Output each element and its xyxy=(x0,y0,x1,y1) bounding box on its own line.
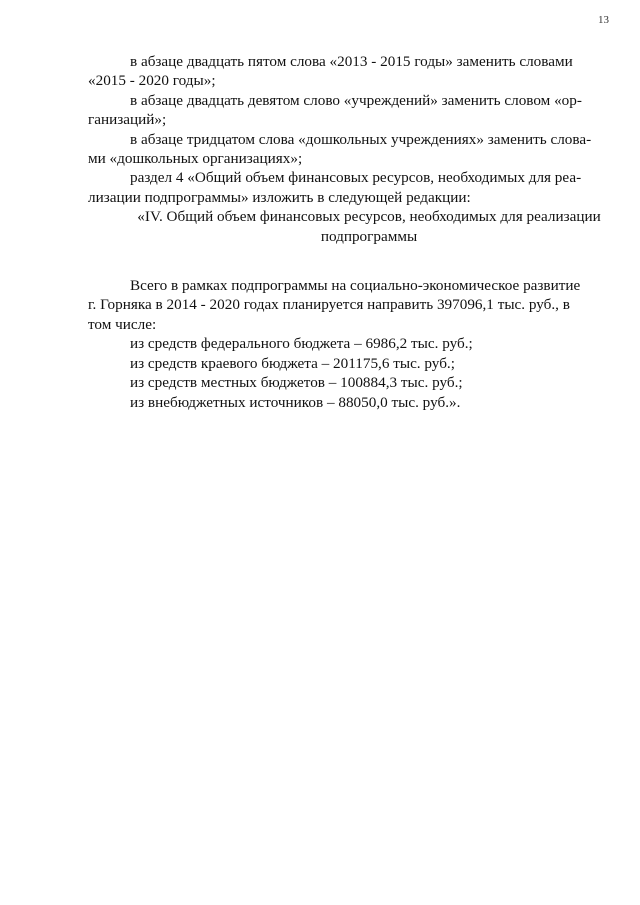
page-number: 13 xyxy=(598,14,609,26)
amendment-paragraph-1-line-1: в абзаце двадцать пятом слова «2013 - 2015 годы» заменить словами xyxy=(130,53,573,70)
section-heading xyxy=(88,207,608,246)
amendment-paragraph-2-line-2: ганизаций»; xyxy=(88,111,167,129)
amendment-paragraph-3-line-1: в абзаце тридцатом слова «дошкольных учреждениях» заменить слова- xyxy=(130,130,592,148)
funding-source-regional: из средств краевого бюджета – 201175,6 тыс. руб.; xyxy=(130,354,455,372)
summary-line-2: г. Горняка в 2014 - 2020 годах планируется направить 397096,1 тыс. руб., в xyxy=(88,296,570,314)
funding-source-federal: из средств федерального бюджета – 6986,2 тыс. руб.; xyxy=(130,335,473,353)
summary-line-1: Всего в рамках подпрограммы на социально-экономическое развитие xyxy=(130,277,581,295)
document-body xyxy=(88,52,608,412)
funding-source-extrabudgetary: из внебюджетных источников – 88050,0 тыс. руб.». xyxy=(130,393,461,411)
section-heading-line-1: «IV. Общий объем финансовых ресурсов, необходимых для реализации xyxy=(137,208,601,226)
section-heading-line-2: подпрограммы xyxy=(320,227,418,245)
amendment-paragraph-3-line-2: ми «дошкольных организациях»; xyxy=(88,150,303,168)
funding-source-local: из средств местных бюджетов – 100884,3 тыс. руб.; xyxy=(130,374,463,392)
amendment-paragraph-1-line-2: «2015 - 2020 годы»; xyxy=(88,72,216,90)
amendment-paragraph-2-line-1: в абзаце двадцать девятом слово «учреждений» заменить словом «ор- xyxy=(130,91,582,109)
summary-line-3: том числе: xyxy=(88,315,157,333)
amendment-paragraph-4-line-2: лизации подпрограммы» изложить в следующей редакции: xyxy=(88,188,471,206)
amendment-paragraph-4-line-1: раздел 4 «Общий объем финансовых ресурсов, необходимых для реа- xyxy=(130,169,582,187)
spacer xyxy=(88,246,608,276)
